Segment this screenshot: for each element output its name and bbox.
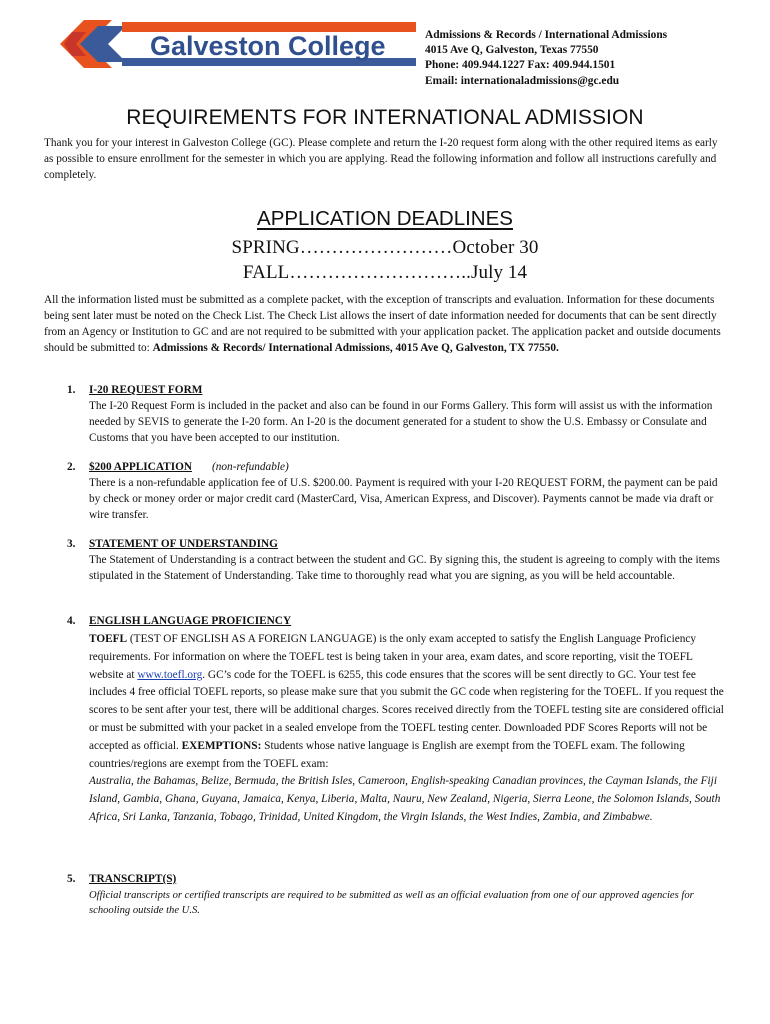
- toefl-website-link[interactable]: www.toefl.org: [137, 668, 203, 681]
- contact-address: 4015 Ave Q, Galveston, Texas 77550: [425, 44, 599, 57]
- deadlines-heading: APPLICATION DEADLINES: [257, 207, 513, 230]
- item-number: 5.: [67, 873, 76, 885]
- item-body: Official transcripts or certified transcripts are required to be submitted as well as an official evaluation from one of our approved agencies for schooling outside the U.S.: [89, 889, 694, 917]
- item-body: The Statement of Understanding is a contract between the student and GC. By signing this, the student is agreeing to comply with the items stipulated in the Statement of Understanding. Take time to thoroughly read what you are signing, as you will be held accountable.: [89, 553, 720, 582]
- item-heading-statement-of-understanding: STATEMENT OF UNDERSTANDING: [89, 538, 278, 550]
- item-number: 3.: [67, 538, 76, 550]
- contact-block: [425, 28, 667, 89]
- galveston-college-logo: [50, 18, 420, 70]
- contact-email[interactable]: Email: internationaladmissions@gc.edu: [425, 74, 620, 87]
- contact-phone-fax: Phone: 409.944.1227 Fax: 409.944.1501: [425, 59, 616, 72]
- submission-info-paragraph: [44, 293, 726, 357]
- exemptions-label: EXEMPTIONS:: [181, 739, 262, 752]
- toefl-text-b: . GC’s code for the TOEFL is 6255, this code ensures that the scores will be sent directly to GC. Your test fee includes 4 free official TOEFL reports, so please make sure that you submit the GC code when registering for the TOEFL. If you request the scores to be sent after your test, there will be additional charges. Scores received directly from the TOEFL testing site are considered official or must be submitted with your packet in a sealed envelope from the TOEFL testing center. Downloaded PDF Scores Reports will not be accepted as official.: [89, 668, 724, 752]
- logo-wordmark: Galveston College: [150, 31, 386, 61]
- item-number: 2.: [67, 461, 76, 473]
- toefl-text-a: (TEST OF ENGLISH AS A FOREIGN LANGUAGE) is the only exam accepted to satisfy the English Language Proficiency requirements. For information on where the TOEFL test is being taken in your area, exam dates, and score reporting, visit the TOEFL website at: [89, 633, 697, 681]
- item-heading-english-proficiency: ENGLISH LANGUAGE PROFICIENCY: [89, 615, 292, 627]
- submission-info-text: All the information listed must be submitted as a complete packet, with the exception of transcripts and evaluation. Information for these documents being sent later must be noted on the Check List. The Check List allows the insert of date information needed for documents that can be sent directly from an Agency or Institution to GC and are not required to be submitted with your application packet. The application packet and outside documents should be submitted to:: [44, 294, 721, 354]
- item-number: 1.: [67, 384, 76, 396]
- non-refundable-note: (non-refundable): [212, 461, 289, 473]
- item-body: There is a non-refundable application fee of U.S. $200.00. Payment is required with your I-20 REQUEST FORM, the payment can be paid by check or money order or major credit card (MasterCard, Visa, American Express, and Discover). Payments cannot be made via draft or wire transfer.: [89, 476, 718, 521]
- item-heading-text: $200 APPLICATION: [89, 461, 193, 473]
- contact-office: Admissions & Records / International Admissions: [425, 29, 668, 41]
- deadline-fall: FALL………………………..July 14: [242, 262, 528, 283]
- item-heading-application-fee: [89, 460, 192, 476]
- item-body: The I-20 Request Form is included in the packet and also can be found in our Forms Gallery. This form will assist us with the information needed by SEVIS to generate the I-20 form. An I-20 is the document generated for a student to show the U.S. Embassy or Consulate and Customs that you have been accepted to our institution.: [89, 399, 713, 444]
- toefl-text-c: Students whose native language is English are exempt from the TOEFL exam. The following countries/regions are exempt from the TOEFL exam:: [89, 739, 685, 770]
- item-number: 4.: [67, 615, 76, 627]
- item-body: [89, 631, 724, 827]
- page-title: REQUIREMENTS FOR INTERNATIONAL ADMISSION: [126, 106, 644, 129]
- toefl-label: TOEFL: [89, 633, 128, 645]
- item-heading-transcripts: TRANSCRIPT(S): [89, 873, 177, 885]
- exempt-countries-list: Australia, the Bahamas, Belize, Bermuda, the British Isles, Cameroon, English-speaking Canadian provinces, the Cayman Islands, the Fiji Island, Gambia, Ghana, Guyana, Jamaica, Kenya, Liberia, Malta, Nauru, New Zealand, Nigeria, Sierra Leone, the Solomon Islands, South Africa, Sri Lanka, Tanzania, Tobago, Trinidad, United Kingdom, the Virgin Islands, the West Indies, Zambia, and Zimbabwe.: [89, 775, 721, 823]
- intro-paragraph: Thank you for your interest in Galveston College (GC). Please complete and return the I-20 request form along with the other required items as early as possible to ensure enrollment for the semester in which you are applying. Read the following information and follow all instructions carefully and completely.: [44, 137, 718, 181]
- item-heading-i20-request-form: I-20 REQUEST FORM: [89, 384, 203, 396]
- deadline-spring: SPRING……………………October 30: [231, 237, 539, 258]
- submission-address: Admissions & Records/ International Admissions, 4015 Ave Q, Galveston, TX 77550.: [152, 341, 559, 354]
